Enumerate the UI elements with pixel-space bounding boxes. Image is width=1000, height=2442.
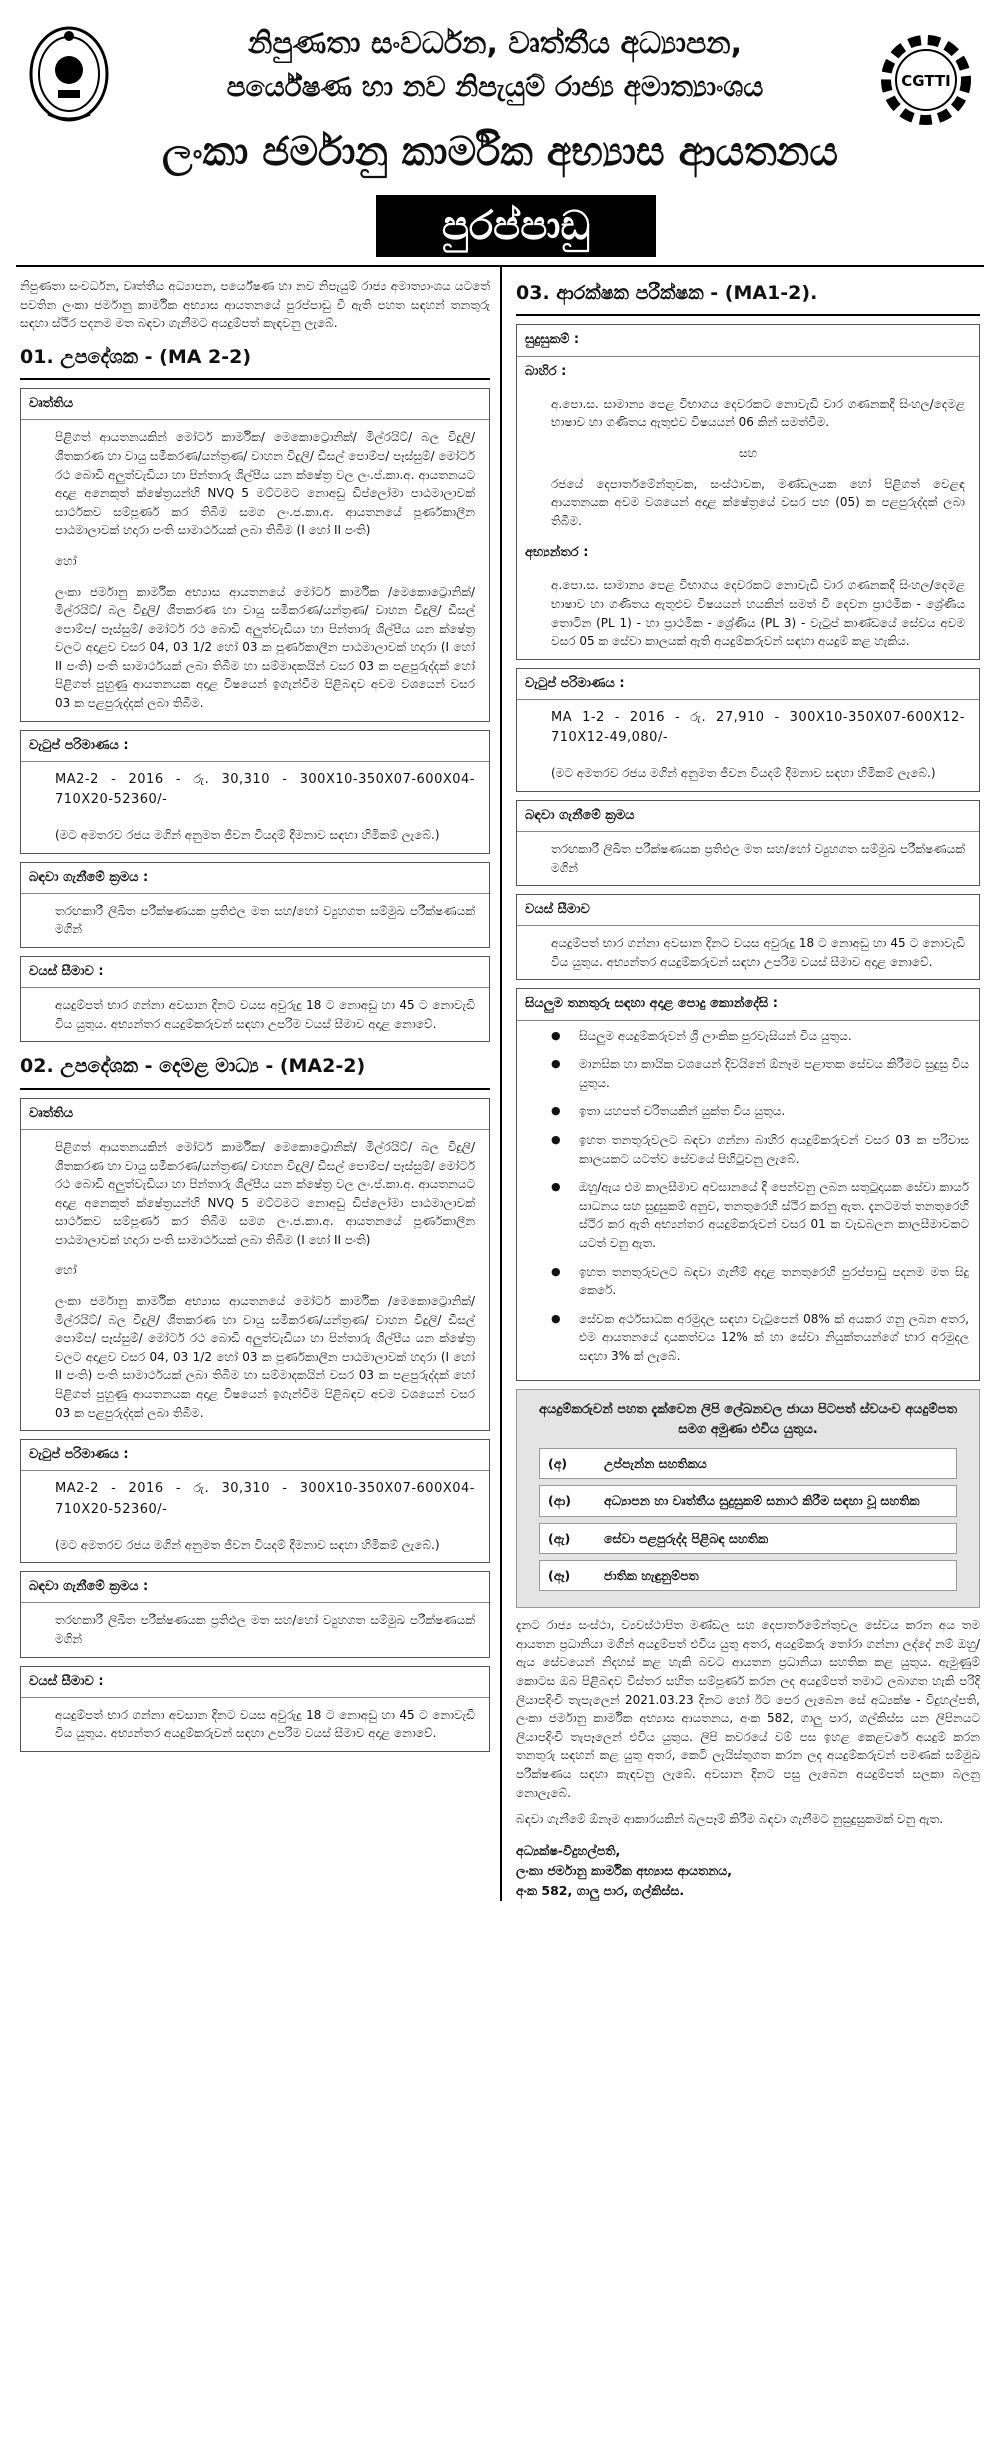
post3-qualifications-label: සුදුසුකම් :	[517, 325, 979, 356]
post1-profession-text2: ලංකා ජර්මානු කාර්මික අභ්‍යාස ආයතනයේ මෝටර් කාර්මික /මෙකොට්‍රොනික්/මිල්රයිට්/ බල විදුලි/ ශීතකරණ හා වායු සමීකරණ/යන්ත්‍රණ/ වාහන විදුලි/ ඩීසල් පොම්ප/ පෑස්සුම්/ මෝටර් රථ බොඩි අලුත්වැඩියා හා පින්තාරු ශිල්පීය යන ක්ෂේත්‍ර වලට අදාළව වසර 04, 03 1/2 හෝ 03 ක පූර්ණකාලීන පාඨමාලාවක් හදාරා (I හෝ II පංති) පංති සාමාර්ථයක් ලබා තිබීම හා සම්මාදකයින් වසර 03 ක පළපුරුද්දක් හෝ පිළිගත් පුහුණු ආයතනයක අදාළ විෂයෙන් ඉගැන්වීම පිළිබඳව අවම වශයෙන් වසර 03 ක පළපුරුද්දක් ලබා තිබීම.	[55, 584, 475, 711]
header	[16, 20, 984, 265]
post1-salary-note: (මට අමතරව රජය මගින් අනුමත ජීවන වියදම් දීමනාව සඳහා හිමිකම් ලැබේ.)	[55, 828, 440, 843]
cgtti-logo-text: CGTTI	[901, 72, 951, 90]
post1-profession-box	[20, 388, 490, 721]
cgtti-logo-icon	[876, 30, 976, 130]
post3-salary-label: වැටුප් පරිමාණය :	[517, 669, 979, 700]
document-item-label: (ඇ)	[548, 1530, 571, 1546]
post3-age-text: අයදුම්පත් භාර ගන්නා අවසාන දිනට වයස අවුරුදු 18 ට නොඅඩු හා 45 ට නොවැඩි විය යුතුය. අභ්‍යන්තර අයදුම්කරුවන් සඳහා උපරිම වයස් සීමාව අදාළ නොවේ.	[551, 936, 965, 969]
document-item-label: (ඈ)	[548, 1567, 571, 1583]
post3-external-label: බාහිර :	[525, 363, 567, 379]
institute-name: ලංකා ජර්මානු කාර්මික අභ්‍යාස ආයතනය	[162, 129, 838, 175]
post3-recruitment-box	[516, 800, 980, 886]
document-item	[539, 1485, 957, 1516]
signature-line-1: අධ්‍යක්ෂ-විදුහල්පති,	[516, 1842, 621, 1858]
document-item-text: උප්පැන්න සහතිකය	[604, 1455, 707, 1471]
ministry-line-2: පර්යේෂණ හා නව නිපැයුම් රාජ්‍ය අමාත්‍යාංශය	[226, 70, 764, 103]
post3-salary-scale: MA 1-2 - 2016 - රු. 27,910 - 300X10-350X07-600X12-710X12-49,080/-	[551, 709, 965, 746]
post1-profession-text1: පිළිගත් ආයතනයකින් මෝටර් කාර්මික/ මෙකොට්‍රොනික්/ මිල්රයිට්/ බල විදුලි/ ශීතකරණ හා වායු සමීකරණ/යන්ත්‍රණ/ වාහන විදුලි/ ඩීසල් පොම්ප/ පෑස්සුම්/ මෝටර් රථ බොඩි අලුත්වැඩියා හා පින්තාරු ශිල්පීය යන ක්ෂේත්‍ර වල ලං.ප්.කා.අ. ආයතනයට අදාළ අනෙකුත් ක්ෂේත්‍රයන්හි NVQ 5 මට්ටමට නොඅඩු ඩිප්ලෝමා පාඨමාලාවක් සාර්ථකව සම්පූර්ණ කර තිබීම සමග ලං.ජ.කා.අ. ආයතනයේ පූර්ණකාලීන පාඨමාලාවක් හදාරා පංති සාමාර්ථයක් ලබා තිබීම (I හෝ II පංති)	[55, 430, 475, 538]
post3-and-label: සහ	[738, 445, 758, 460]
post1-age-label: වයස් සීමාව :	[21, 957, 489, 988]
document-item-text: ජාතික හැඳුනුම්පත	[604, 1567, 699, 1583]
ministry-line-1: නිපුණතා සංවර්ධන, වෘත්තීය අධ්‍යාපන,	[247, 26, 743, 61]
post3-age-box	[516, 894, 980, 980]
post1-or-label: හෝ	[55, 553, 77, 568]
documents-intro: අයදුම්කරුවන් පහත දැක්වෙන ලිපි ලේඛනවල ජායා පිටපත් ස්වයංව අයදුම්පත සමග අමුණා එවිය යුතුය.	[538, 1401, 958, 1437]
document-item-text: අධ්‍යාපන හා වෘත්තීය සුදුසුකම් සනාථ කිරීම සඳහා වූ සහතික	[604, 1493, 920, 1509]
post3-title: 03. ආරක්ෂක පරීක්ෂක - (MA1-2).	[516, 277, 980, 316]
post1-profession-label: වෘත්තිය	[21, 389, 489, 420]
document-item	[539, 1560, 957, 1591]
post1-salary-scale: MA2-2 - 2016 - රු. 30,310 - 300X10-350X07-600X04-710X20-52360/-	[55, 771, 475, 807]
list-item: ● ඔහු/ඇය එම කාලසීමාව අවසානයේ දී පෙන්වනු ලබන සතුටුදායක සේවා කාර්ය සාධනය සහ සුදුසුකම් අනුව, තනතුරෙහි ස්ථිර කරනු ඇත. දැනටමත් තනතුරෙහි ස්ථිර කර ඇති අභ්‍යන්තර අයදුම්කරුවන් වසර 01 ක වැඩබලන කාලසීමාවකට යටත් වනු ඇත.	[539, 1178, 969, 1252]
document-item	[539, 1523, 957, 1554]
signature-line-3: අංක 582, ගාලු පාර, ගල්කිස්ස.	[516, 1882, 685, 1898]
post3-internal-text: අ.පො.ස. සාමාන්‍ය පෙළ විභාගය දෙවරකට නොවැඩි වාර ගණනකදී සිංහල/දෙමළ භාෂාව හා ගණිතය ඇතුළුව විෂයයන් හයකින් සමත් වී දෙවන ප්‍රාථමික - ශ්‍රේණිය තොටින (PL 1) - හා ප්‍රාථමික - ශ්‍රේණිය (PL 3) - වැටුප් කාණ්ඩයේ සේවය අවම වසර 05 ක සේවා කාලයක් ඇති අයදුම්කරුවන් සඳහා අයදුම් කළ හැකිය.	[551, 578, 965, 649]
national-emblem-icon	[28, 24, 110, 128]
post2-recruitment-box	[20, 1571, 490, 1657]
post2-or-label: හෝ	[55, 1263, 77, 1278]
list-item: ● මානසික හා කායික වශයෙන් දිවයිනේ ඕනෑම පළාතක සේවය කිරීමට සුදුසු විය යුතුය.	[539, 1055, 969, 1092]
post3-age-label: වයස් සීමාව	[517, 895, 979, 926]
closing-warning: බඳවා ගැනීමේ ඕනෑම ආකාරයකින් බලපෑම් කිරීම බඳවා ගැනීමට නුසුදුසුකමක් වනු ඇත.	[516, 1812, 944, 1827]
post2-profession-text2: ලංකා ජර්මානු කාර්මික අභ්‍යාස ආයතනයේ මෝටර් කාර්මික /මෙකොට්‍රොනික්/මිල්රයිට්/ බල විදුලි/ ශීතකරණ හා වායු සමීකරණ/යන්ත්‍රණ/ වාහන විදුලි/ ඩීසල් පොම්ප/ පෑස්සුම්/ මෝටර් රථ බොඩි අලුත්වැඩියා හා පින්තාරු ශිල්පීය යන ක්ෂේත්‍ර වලට අදාළව වසර 04, 03 1/2 හෝ 03 ක පූර්ණකාලීන පාඨමාලාවක් හදාරා (I හෝ II පංති) පංති සාමාර්ථයක් ලබා තිබීම හා සම්මාදකයින් වසර 03 ක පළපුරුද්දක් හෝ පිළිගත් පුහුණු ආයතනයක අදාළ විෂයෙන් ඉගැන්වීම පිළිබඳව අවම වශයෙන් වසර 03 ක පළපුරුද්දක් ලබා තිබීම.	[55, 1294, 475, 1420]
closing-paragraph: දැනට රාජ්‍ය සංස්ථා, ව්‍යවස්ථාපිත මණ්ඩල සහ දෙපාර්තමේන්තුවල සේවය කරන අය තම ආයතන ප්‍රධානියා මගින් අයදුම්පත් එවිය යුතු අතර, අයදුම්කරු තෝරා ගන්නා ලද්දේ නම් ඔහු/ඇය සේවයෙන් නිදහස් කළ හැකි බවට ආයතන ප්‍රධානියා සහතික කළ යුතුය. ඇමුණුම් කොටස ඔබ පිළිබඳව විස්තර සහිත සම්පූර්ණ කරන ලද අයදුම්පත් තමාට ලබාගත හැකි පරිදි ලියාපදිංචි තැපැලෙන් 2021.03.23 දිනට හෝ ඊට පෙර ලැබෙන සේ අධ්‍යක්ෂ - විදුහල්පති, ලංකා ජර්මානු කාර්මික අභ්‍යාස ආයතනය, අංක 582, ගාලු පාර, ගල්කිස්ස යන ලිපිනයට ලියාපදිංචි තැපෑලෙන් එවිය යුතුය. ලිපි කවරයේ වම් පස ඉහළ කෙළවරේ අයදුම් කරන තනතුරු සඳහන් කළ යුතු අතර, කෙටි ලැයිස්තුගත කරන ලද අයදුම්කරුවන් පමණක් සම්මුඛ පරීක්ෂණය සඳහා කැඳවනු ලැබේ. අවසාන දිනට පසු ලැබෙන අයදුම්පත් සලකා බලනු නොලැබේ.	[516, 1618, 980, 1800]
list-item: ● ඉතා යහපත් චරිතයකින් යුක්ත විය යුතුය.	[539, 1102, 969, 1121]
post3-recruitment-text: තරඟකාරී ලිඛිත පරීක්ෂණයක ප්‍රතිඵල මත සහ/හෝ ව්‍යුහගත සම්මුඛ පරීක්ෂණයක් මගින්	[551, 841, 965, 875]
list-item: ● සියලුම අයදුම්කරුවන් ශ්‍රී ලාංකික පුරවැසියන් විය යුතුය.	[539, 1027, 969, 1046]
general-conditions-list	[517, 1021, 979, 1380]
post3-salary-note: (මට අමතරව රජය මගින් අනුමත ජීවන වියදම් දීමනාව සඳහා හිමිකම් ලැබේ.)	[551, 766, 936, 781]
content-columns	[16, 265, 984, 1901]
post1-recruitment-label: බඳවා ගැනීමේ ක්‍රමය :	[21, 863, 489, 894]
vacancies-banner: පුරප්පාඩු	[376, 195, 656, 257]
signature-block	[516, 1841, 980, 1901]
post2-title: 02. උපදේශක - දෙමළ මාධ්‍ය - (MA2-2)	[20, 1050, 490, 1089]
general-conditions-title: සියලුම තනතුරු සඳහා අදාළ පොදු කොන්දේසි :	[517, 989, 979, 1020]
post2-age-box	[20, 1666, 490, 1752]
post2-salary-note: (මට අමතරව රජය මගින් අනුමත ජීවන වියදම් දීමනාව සඳහා හිමිකම් ලැබේ.)	[55, 1537, 440, 1552]
document-item-text: සේවා පළපුරුද්ද පිළිබඳ සහතික	[604, 1530, 769, 1546]
post2-profession-label: වෘත්තිය	[21, 1099, 489, 1130]
document-item-label: (අ)	[548, 1455, 568, 1471]
post1-recruitment-text: තරඟකාරී ලිඛිත පරීක්ෂණයක ප්‍රතිඵල මත සහ/හෝ ව්‍යුහගත සම්මුඛ පරීක්ෂණයක් මගින්	[55, 903, 475, 937]
general-conditions-box	[516, 988, 980, 1380]
right-column	[500, 267, 984, 1901]
post2-age-text: අයදුම්පත් භාර ගන්නා අවසාන දිනට වයස අවුරුදු 18 ට නොඅඩු හා 45 ට නොවැඩි විය යුතුය. අභ්‍යන්තර අයදුම්කරුවන් සඳහා උපරිම වයස් සීමාව අදාළ නොවේ.	[55, 1707, 475, 1741]
post2-salary-box	[20, 1439, 490, 1563]
post3-qualifications-box	[516, 324, 980, 659]
document-item	[539, 1448, 957, 1479]
post1-title: 01. උපදේශක - (MA 2-2)	[20, 341, 490, 380]
signature-line-2: ලංකා ජර්මානු කාර්මික අභ්‍යාස ආයතනය,	[516, 1862, 732, 1878]
post1-salary-label: වැටුප් පරිමාණය :	[21, 731, 489, 762]
post3-salary-box	[516, 668, 980, 792]
documents-box	[516, 1389, 980, 1609]
post1-salary-box	[20, 730, 490, 854]
list-item: ● ඉහත තනතුරුවලට බඳවා ගැනීම් අදාළ තනතුරෙහි පුරප්පාඩු පදනම මත සිදු කෙරේ.	[539, 1263, 969, 1300]
post2-salary-scale: MA2-2 - 2016 - රු. 30,310 - 300X10-350X07-600X04-710X20-52360/-	[55, 1481, 475, 1517]
intro-text: නිපුණතා සංවර්ධන, වෘත්තීය අධ්‍යාපන, පර්යේෂණ හා නව නිපැයුම් රාජ්‍ය අමාත්‍යාංශය යටතේ පවතින ලංකා ජර්මානු කාර්මික අභ්‍යාස ආයතනයේ පුරප්පාඩු වී ඇති පහත සඳහන් තනතුරු සඳහා ස්ථිර පදනම මත බඳවා ගැනීමට අයදුම්පත් කැඳවනු ලැබේ.	[20, 279, 490, 331]
post1-age-text: අයදුම්පත් භාර ගන්නා අවසාන දිනට වයස අවුරුදු 18 ට නොඅඩු හා 45 ට නොවැඩි විය යුතුය. අභ්‍යන්තර අයදුම්කරුවන් සඳහා උපරිම වයස් සීමාව අදාළ නොවේ.	[55, 998, 475, 1031]
post3-external-text2: රජයේ දෙපාර්තමේන්තුවක, සංස්ථාවක, මණ්ඩලයක හෝ පිළිගත් වෙළඳ ආයතනයක අවම වශයෙන් අදාළ ක්ෂේත්‍රයේ වසර පහ (05) ක පළපුරුද්දක් ලබා තිබීම.	[551, 476, 965, 528]
post3-internal-label: අභ්‍යන්තර :	[525, 545, 589, 561]
post3-external-text1: අ.පො.ස. සාමාන්‍ය පෙළ විභාගය දෙවරකට නොවැඩි වාර ගණනකදී සිංහල/දෙමළ භාෂාව හා ගණිතය ඇතුළුව විෂයයන් 06 කින් සමත්වීම.	[551, 396, 965, 430]
post2-recruitment-label: බඳවා ගැනීමේ ක්‍රමය :	[21, 1572, 489, 1603]
left-column	[16, 267, 500, 1901]
post1-recruitment-box	[20, 862, 490, 948]
post3-recruitment-label: බඳවා ගැනීමේ ක්‍රමය	[517, 801, 979, 832]
post2-recruitment-text: තරඟකාරී ලිඛිත පරීක්ෂණයක ප්‍රතිඵල මත සහ/හෝ ව්‍යුහගත සම්මුඛ පරීක්ෂණයක් මගින්	[55, 1613, 475, 1646]
list-item: ● ඉහත තනතුරුවලට බඳවා ගන්නා බාහිර අයදුම්කරුවන් වසර 03 ක පරිවාස කාලයකට යටත්ව සේවයේ පිහිටුවනු ලැබේ.	[539, 1131, 969, 1168]
post1-age-box	[20, 956, 490, 1042]
post2-age-label: වයස් සීමාව :	[21, 1667, 489, 1698]
document-item-label: (ආ)	[548, 1493, 571, 1509]
post2-profession-text1: පිළිගත් ආයතනයකින් මෝටර් කාර්මික/ මෙකොට්‍රොනික්/ මිල්රයිට්/ බල විදුලි/ ශීතකරණ හා වායු සමීකරණ/යන්ත්‍රණ/ වාහන විදුලි/ ඩීසල් පොම්ප/ පෑස්සුම්/ මෝටර් රථ බොඩි අලුත්වැඩියා හා පින්තාරු ශිල්පීය යන ක්ෂේත්‍ර වල ලං.ප්.කා.අ. ආයතනයට අදාළ අනෙකුත් ක්ෂේත්‍රයන්හි NVQ 5 මට්ටමට නොඅඩු ඩිප්ලෝමා පාඨමාලාවක් සාර්ථකව සම්පූර්ණ කර තිබීම සමග ලං.ජ.කා.අ. ආයතනයේ පූර්ණකාලීන පාඨමාලාවක් හදාරා පංති සාමාර්ථයක් ලබා තිබීම (I හෝ II පංති)	[55, 1139, 475, 1247]
post2-profession-box	[20, 1098, 490, 1431]
list-item: ● සේවක අර්ථසාධක අරමුදල සඳහා වැටුපෙන් 08% ක් අයකර ගනු ලබන අතර, එම ආයතනයේ දායකත්වය 12% ක් හා සේවා නියුක්තයන්ගේ භාර අරමුදල සඳහා 3% ක් ලැබේ.	[539, 1310, 969, 1366]
post2-salary-label: වැටුප් පරිමාණය :	[21, 1440, 489, 1471]
